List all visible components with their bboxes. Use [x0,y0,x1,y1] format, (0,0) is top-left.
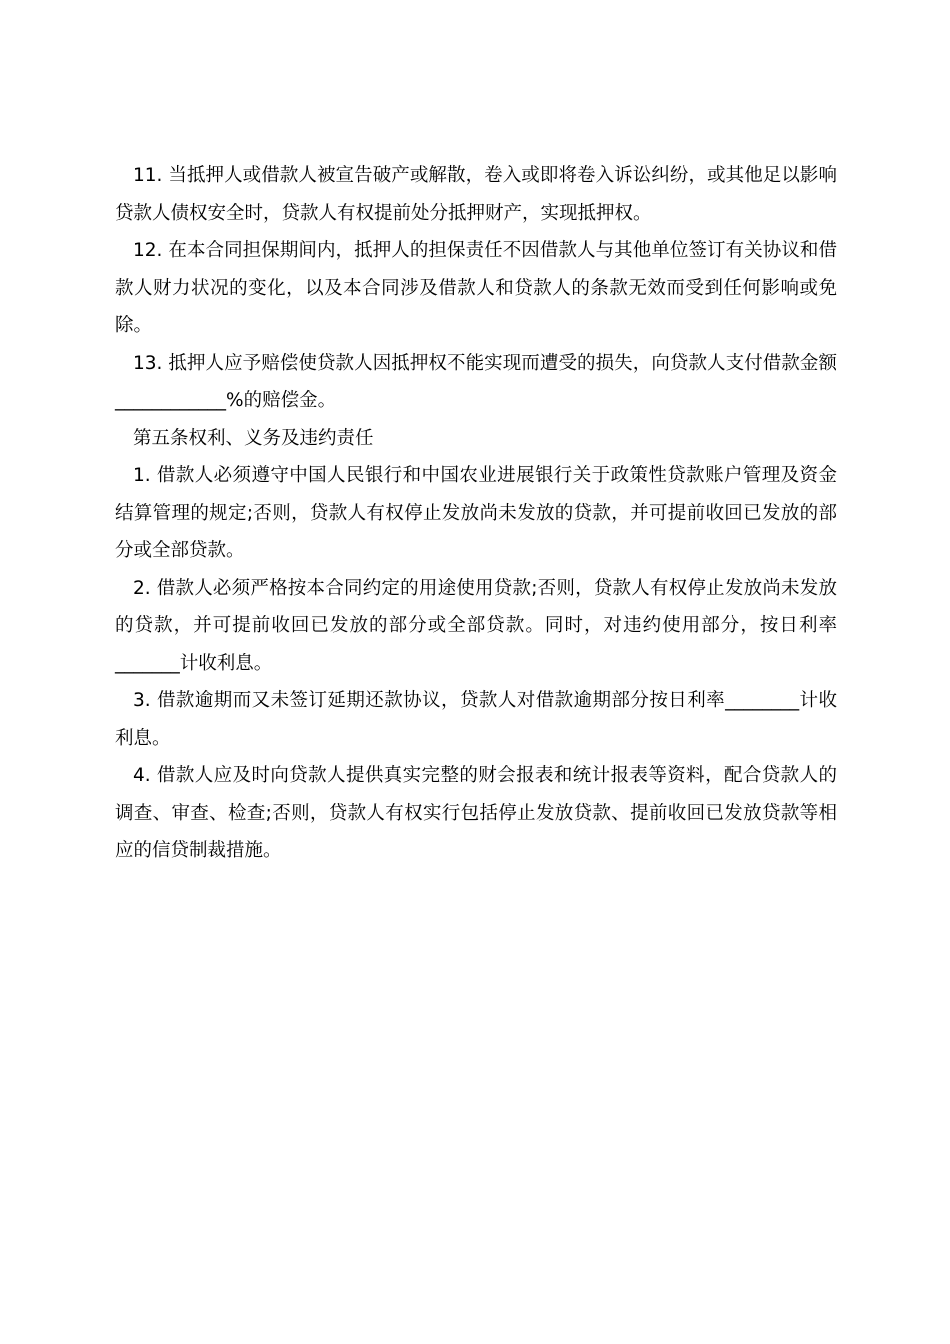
clause-12-paragraph: 12. 在本合同担保期间内，抵押人的担保责任不因借款人与其他单位签订有关协议和借款人财力状况的变化，以及本合同涉及借款人和贷款人的条款无效而受到任何影响或免除。 [115,240,837,336]
clause-11-paragraph: 11. 当抵押人或借款人被宣告破产或解散，卷入或即将卷入诉讼纠纷，或其他足以影响贷款人债权安全时，贷款人有权提前处分抵押财产，实现抵押权。 [115,165,837,224]
article-5-item-2-paragraph: 2. 借款人必须严格按本合同约定的用途使用贷款;否则，贷款人有权停止发放尚未发放的贷款，并可提前收回已发放的部分或全部贷款。同时，对违约使用部分，按日利率_______计收利息。 [115,577,837,674]
article-5-heading: 第五条权利、义务及违约责任 [133,427,374,449]
clause-13-paragraph: 13. 抵押人应予赔偿使贷款人因抵押权不能实现而遭受的损失，向贷款人支付借款金额____________%的赔偿金。 [115,352,837,411]
article-5-item-3-paragraph: 3. 借款逾期而又未签订延期还款协议，贷款人对借款逾期部分按日利率________计收利息。 [115,690,837,749]
article-5-item-4-paragraph: 4. 借款人应及时向贷款人提供真实完整的财会报表和统计报表等资料，配合贷款人的调查、审查、检查;否则，贷款人有权实行包括停止发放贷款、提前收回已发放贷款等相应的信贷制裁措施。 [115,765,837,861]
document-body [115,157,837,870]
article-5-item-1-paragraph: 1. 借款人必须遵守中国人民银行和中国农业进展银行关于政策性贷款账户管理及资金结算管理的规定;否则，贷款人有权停止发放尚未发放的贷款，并可提前收回已发放的部分或全部贷款。 [115,465,837,561]
